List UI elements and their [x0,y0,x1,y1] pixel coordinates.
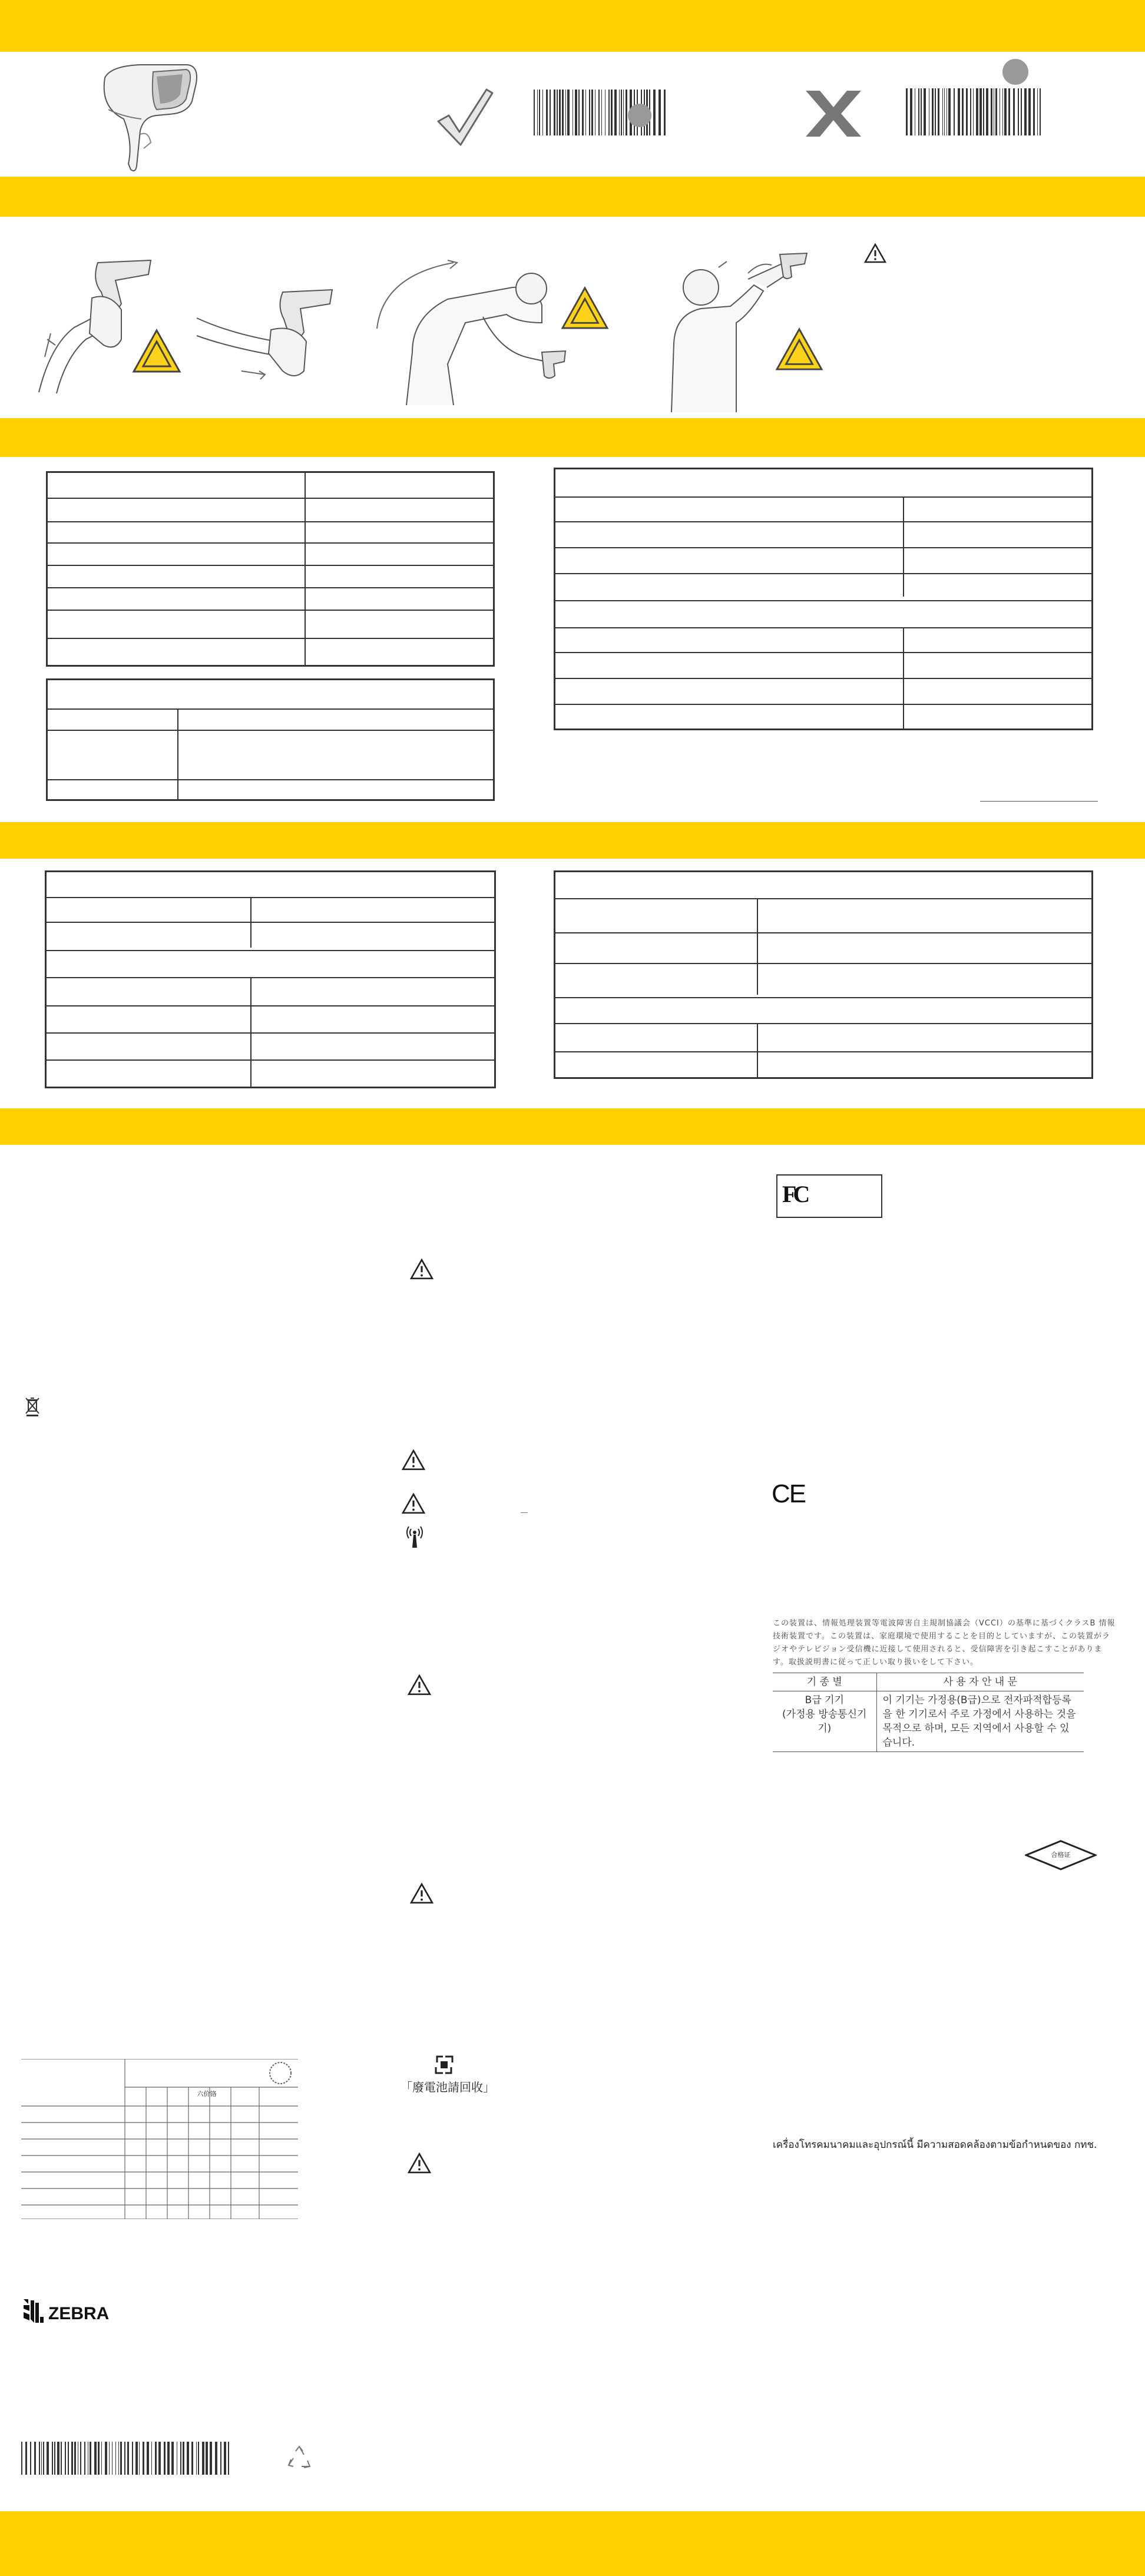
barcode-bar [976,88,978,135]
barcode-bar [1040,88,1041,135]
barcode-bar [132,2442,133,2475]
barcode-bar [921,88,922,135]
barcode-bar [98,2442,100,2475]
barcode-bar [995,88,997,135]
barcode-bar [1028,88,1031,135]
barcode-bar [151,2442,152,2475]
antenna-icon [405,1524,424,1549]
crossed-bin-icon [25,1397,40,1417]
barcode-bar [1021,88,1022,135]
barcode-bar [542,90,543,135]
barcode-bar [158,2442,161,2475]
fcc-logo-box [776,1174,882,1218]
barcode-bar [196,2442,197,2475]
barcode-bar [966,88,968,135]
barcode-bar [61,2442,62,2475]
vcci-statement: この装置は、情報処理装置等電波障害自主規制協議会（VCCI）の基準に基づくクラスB 情報技術装置です。この装置は、家庭環境で使用することを目的としていますが、この装置がラジオやテレビジョン受信機に近接して使用されると、受信障害を引き起こすことがあります。取扱説明書に従って正しい取り扱いをして下さい。 [773,1619,1116,1667]
barcode-bar [84,2442,85,2475]
barcode-bar [1037,88,1038,135]
barcode-bar [1002,88,1003,135]
barcode-bar [601,90,602,135]
hazard-table [21,2059,298,2219]
barcode-bar [589,90,590,135]
warning-triangle-icon [409,1258,435,1280]
barcode-bar [562,90,564,135]
barcode-bar [546,90,548,135]
barcode-bar [135,2442,138,2475]
barcode-bar [220,2442,221,2475]
barcode-bar [34,2442,36,2475]
barcode-bar [180,2442,181,2475]
barcode-bar [619,90,620,135]
barcode-bar [557,90,558,135]
barcode-bar [559,90,561,135]
korea-emc-table [773,1673,1084,1752]
barcode-bar [575,90,577,135]
korea-user-guide: 이 기기는 가정용(B급)으로 전자파적합등록을 한 기기로서 주로 가정에서 사용하는 것을 목적으로 하며, 모든 지역에서 사용할 수 있습니다. [876,1691,1084,1752]
barcode-bar [1013,88,1015,135]
barcode-bar [57,2442,59,2475]
barcode-bar [210,2442,212,2475]
barcode-bar [120,2442,122,2475]
ergo-wrist-illustration-1 [33,257,163,396]
ergo-wrist-illustration-2 [194,283,336,383]
barcode-bar [924,88,926,135]
footer-band [0,2511,1145,2576]
barcode-bar [1018,88,1019,135]
barcode-bar [623,90,624,135]
barcode-bar [68,2442,69,2475]
spec-table-2 [46,678,495,801]
aim-dot-on-barcode [628,104,651,127]
warning-triangle-icon [775,327,823,371]
barcode-bar [537,90,538,135]
barcode-bar [143,2442,144,2475]
barcode-bar [206,2442,208,2475]
barcode-bar [973,88,974,135]
barcode-bar [187,2442,189,2475]
barcode-bar [653,90,656,135]
barcode-bar [65,2442,66,2475]
barcode-bar [101,2442,102,2475]
barcode-bar [47,2442,49,2475]
barcode-bar [578,90,580,135]
barcode-bar [228,2442,229,2475]
barcode-bar [539,90,540,135]
korea-header-model: 기 종 별 [773,1673,876,1691]
section-band-specifications [0,418,1145,457]
barcode-bar [983,88,984,135]
barcode-bar [621,90,622,135]
barcode-bar [115,2442,116,2475]
barcode-bar [534,90,535,135]
barcode-bar [991,88,992,135]
barcode-bar [554,90,555,135]
barcode-bar [25,2442,27,2475]
barcode-bar [582,90,584,135]
x-mark-icon [802,88,865,139]
brand-name: ZEBRA [48,2304,110,2323]
barcode-bar [183,2442,184,2475]
barcode-bar [565,90,566,135]
barcode-bar [71,2442,73,2475]
barcode-bar [572,90,573,135]
barcode-bar [191,2442,193,2475]
scanner-illustration [87,60,205,178]
barcode-bar [970,88,971,135]
barcode-bar [598,90,600,135]
barcode-bar [94,2442,97,2475]
warning-triangle-icon [406,2152,432,2174]
barcode-bar [43,2442,44,2475]
barcode-bar [1008,88,1010,135]
barcode-bar [74,2442,76,2475]
section-band-regulatory [0,1108,1145,1145]
barcode-bar [954,88,955,135]
barcode-bar [608,90,610,135]
barcode-bar [591,90,593,135]
header-band [0,0,1145,52]
barcode-bar [224,2442,226,2475]
divider-line [980,801,1098,802]
barcode-bar [986,88,988,135]
barcode-bar [550,90,551,135]
barcode-bar [611,90,613,135]
env-table-1 [45,870,496,1088]
barcode-bar [910,88,912,135]
barcode-bar [167,2442,170,2475]
barcode-bar [942,88,943,135]
ce-mark: CE [772,1479,806,1508]
barcode-bar [139,2442,140,2475]
hazard-header-label: 六价铬 [197,2090,217,2098]
barcode-bar [39,2442,40,2475]
warning-triangle-icon [401,1492,426,1515]
barcode-bar [90,2442,91,2475]
aim-dot-off-barcode [1002,59,1028,85]
barcode-bar [202,2442,204,2475]
zebra-logo [21,2297,127,2326]
warning-triangle-icon [409,1882,435,1905]
barcode-bar [585,90,586,135]
barcode-bar [155,2442,157,2475]
barcode-bar [918,88,919,135]
diamond-certification-mark [1025,1840,1097,1870]
barcode-bar [147,2442,149,2475]
barcode-bar [21,2442,22,2475]
barcode-bar [215,2442,217,2475]
barcode-bar [906,88,908,135]
barcode-bar [948,88,951,135]
barcode-bar [658,90,661,135]
korea-header-guide: 사 용 자 안 내 문 [876,1673,1084,1691]
battery-recycle-text: 「廢電池請回收」 [401,2080,495,2094]
barcode-bar [105,2442,107,2475]
barcode-bar [80,2442,81,2475]
spec-table-1 [46,471,495,667]
env-table-2 [554,870,1093,1079]
bad-barcode [906,88,1045,135]
warning-triangle-icon [401,1449,426,1471]
barcode-bar [567,90,570,135]
barcode-bar [41,2442,42,2475]
small-dash [521,1512,528,1513]
barcode-bar [1004,88,1007,135]
battery-recycle-icon [433,2054,455,2075]
spec-table-3 [554,468,1093,730]
section-band-environment [0,822,1145,859]
barcode-bar [626,90,627,135]
ergo-bending-illustration [365,258,601,411]
barcode-bar [962,88,964,135]
barcode-bar [52,2442,53,2475]
product-barcode [21,2442,233,2475]
barcode-bar [109,2442,110,2475]
barcode-bar [944,88,945,135]
warning-triangle-icon [863,243,887,264]
barcode-bar [54,2442,55,2475]
barcode-bar [958,88,960,135]
warning-triangle-icon [561,286,609,330]
thai-ntc-notice: เครื่องโทรคมนาคมและอุปกรณ์นี้ มีความสอดคล้องตามข้อกำหนดของ กทช. [773,2139,1097,2151]
fcc-logo: FC [782,1181,807,1207]
section-band-ergonomics [0,177,1145,217]
barcode-bar [1024,88,1027,135]
diamond-label: 合格证 [1051,1851,1071,1859]
barcode-bar [124,2442,125,2475]
barcode-bar [30,2442,31,2475]
barcode-bar [171,2442,174,2475]
barcode-bar [1033,88,1035,135]
barcode-bar [164,2442,166,2475]
barcode-bar [938,88,939,135]
barcode-bar [127,2442,129,2475]
barcode-bar [118,2442,119,2475]
barcode-bar [614,90,617,135]
barcode-bar [932,88,934,135]
korea-model-desc: (가정용 방송통신기기) [782,1708,867,1734]
warning-triangle-icon [132,329,181,373]
barcode-bar [198,2442,199,2475]
warning-triangle-icon [406,1674,432,1696]
korea-model-class: B급 기기 [805,1694,844,1706]
barcode-bar [664,90,666,135]
recycle-icon [286,2445,312,2471]
checkmark-icon [436,87,495,147]
barcode-bar [935,88,936,135]
barcode-bar [979,88,982,135]
